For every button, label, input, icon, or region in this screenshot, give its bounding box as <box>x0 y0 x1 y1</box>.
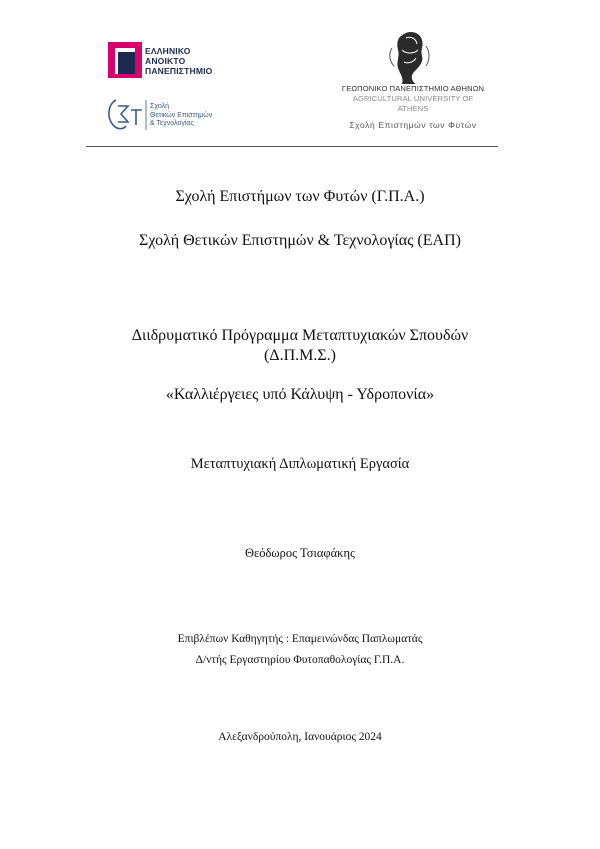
program-title-line-1: Διιδρυματικό Πρόγραμμα Μεταπτυχιακών Σπουδών <box>131 327 469 344</box>
program-name: «Καλλιέργειες υπό Κάλυψη - Υδροπονία» <box>165 386 435 403</box>
school-1: Σχολή Επιστήμων των Φυτών (Γ.Π.Α.) <box>175 188 425 205</box>
eap-logo <box>108 42 228 86</box>
set-logo <box>104 96 234 136</box>
eap-logo-text: ΕΛΛΗΝΙΚΟ ΑΝΟΙΚΤΟ ΠΑΝΕΠΙΣΤΗΜΙΟ <box>145 46 213 76</box>
program-title-line-2: (Δ.Π.Μ.Σ.) <box>263 347 337 364</box>
eap-logo-mark <box>108 42 142 78</box>
place-date: Αλεξανδρούπολη, Ιανουάριος 2024 <box>218 731 382 743</box>
author: Θεόδωρος Τσιαφάκης <box>245 546 355 560</box>
supervisor-role: Δ/ντής Εργαστηρίου Φυτοπαθολογίας Γ.Π.Α. <box>195 654 405 666</box>
school-2: Σχολή Θετικών Επιστημών & Τεχνολογίας (ΕΑΠ) <box>139 232 461 249</box>
set-logo-text: Σχολή Θετικών Επιστημών & Τεχνολογίας <box>150 103 213 127</box>
thesis-type: Μεταπτυχιακή Διπλωματική Εργασία <box>190 456 410 472</box>
header-divider <box>86 146 498 147</box>
aua-school-name: Σχολή Επιστημών των Φυτών <box>349 120 477 130</box>
program-title <box>60 326 540 366</box>
supervisor: Επιβλέπων Καθηγητής : Επαμεινώνδας Παπλωματάς <box>177 633 423 645</box>
set-logo-mark <box>104 96 148 132</box>
aua-logo-mark <box>380 28 440 86</box>
aua-logo-name: ΓΕΩΠΟΝΙΚΟ ΠΑΝΕΠΙΣΤΗΜΙΟ ΑΘΗΝΩΝ AGRICULTURAL UNIVERSITY OF ATHENS <box>341 84 485 113</box>
